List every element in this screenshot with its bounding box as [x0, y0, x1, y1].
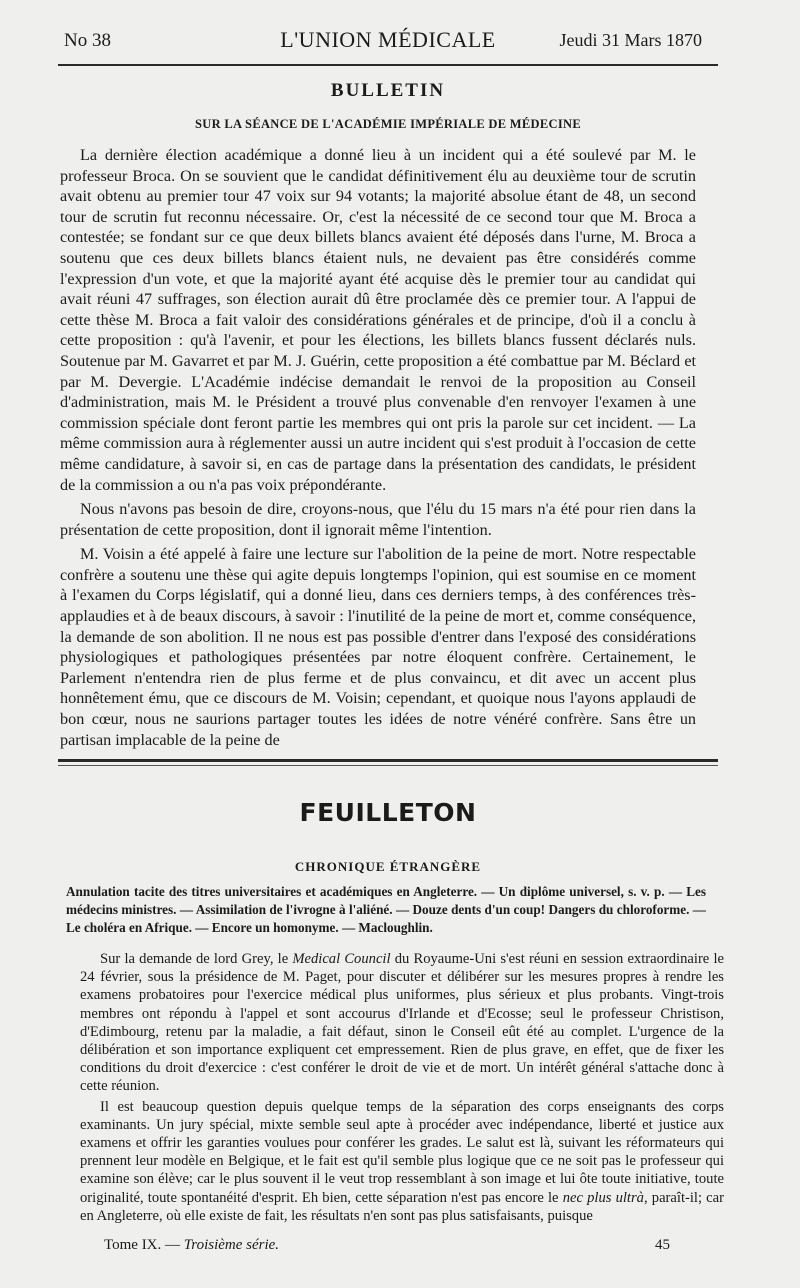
page-footer — [104, 1237, 670, 1261]
feuilleton-separator-thin — [58, 765, 718, 766]
feuilleton-body — [80, 950, 724, 1227]
header-rule — [58, 64, 718, 66]
page-header — [58, 24, 718, 58]
text-run: Sur la demande de lord Grey, le — [100, 951, 293, 967]
bulletin-paragraph: La dernière élection académique a donné lieu à un incident qui a été soulevé par M. le professeur Broca. On se souvient que le candidat définitivement élu au deuxième tour de scrutin avait obtenu au premier tour 47 voix sur 94 votants; la majorité absolue étant de 48, un second tour de scrutin fut reconnu nécessaire. Or, c'est la nécessité de ce second tour que M. Broca a contestée; se fondant sur ce que deux billets blancs avaient été déposés dans l'urne, M. Broca a soutenu que ces deux billets blancs étaient nuls, ne devaient pas être considérés comme l'expression d'un vote, et que la majorité ayant été acquise dès le premier tour au candidat qui avait réuni 47 suffrages, son élection aurait dû être proclamée dès ce premier tour. A l'appui de cette thèse M. Broca a fait valoir des considérations générales et de principe, d'où il a conclu à cette proposition : qu'à l'avenir, et pour les élections, les billets blancs fussent déclarés nuls. Soutenue par M. Gavarret et par M. J. Guérin, cette proposition a été combattue par M. Béclard et par M. Devergie. L'Académie indécise demandait le renvoi de la proposition au Conseil d'administration, mais M. le Président a trouvé plus convenable d'en renvoyer l'examen à une commission spéciale dont feront partie les membres qui ont pris la parole sur cet incident. — La même commission aura à réglementer aussi un autre incident qui s'est produit à l'occasion de cette même candidature, à savoir si, en cas de partage dans la présentation des candidats, le président de la commission a ou n'a pas voix prépondérante. — [60, 146, 696, 494]
emphasis-text: Medical Council — [292, 951, 391, 967]
bulletin-subtitle: SUR LA SÉANCE DE L'ACADÉMIE IMPÉRIALE DE MÉDECINE — [195, 117, 581, 131]
text-run: , paraît-il; car en Angleterre, où elle existe de fait, les résultats n'en sont pas plus satisfaisants, puisque — [80, 1189, 724, 1224]
page-number: 45 — [655, 1237, 670, 1253]
volume-info — [104, 1237, 279, 1254]
emphasis-text: nec plus ultrà — [562, 1189, 644, 1206]
feuilleton-paragraph — [80, 950, 724, 1096]
bulletin-title: BULLETIN — [330, 80, 446, 101]
bulletin-paragraph: Nous n'avons pas besoin de dire, croyons-nous, que l'élu du 15 mars n'a été pour rien dans la présentation de cette proposition, dont il ignorait même l'intention. — [60, 500, 696, 539]
bulletin-body — [60, 145, 696, 754]
volume-label: Tome IX. — — [104, 1237, 184, 1253]
feuilleton-paragraph — [80, 1098, 724, 1225]
bulletin-paragraph: M. Voisin a été appelé à faire une lecture sur l'abolition de la peine de mort. Notre respectable confrère a soutenu une thèse qui agite depuis longtemps l'opinion, qui est soumise en ce moment à l'examen du Corps législatif, qui a donné lieu, dans ces derniers temps, à des conférences très-applaudies et à de beaux discours, à savoir : l'inutilité de la peine de mort et, comme conséquence, la demande de son abolition. Il ne nous est pas possible d'entrer dans l'exposé des considérations physiologiques et pathologiques présentées par notre éloquent confrère. Certainement, le Parlement n'entendra rien de plus ferme et de plus convaincu, et dit avec un accent plus honnêtement ému, que ce discours de M. Voisin; cependant, et quoique nous l'ayons applaudi de bon cœur, nous ne saurions partager toutes les idées de notre vénéré confrère. Sans être un partisan implacable de la peine de — [60, 545, 696, 749]
feuilleton-title: FEUILLETON — [299, 798, 477, 827]
journal-title: L'UNION MÉDICALE — [280, 27, 496, 52]
series-label: Troisième série. — [183, 1237, 280, 1253]
text-run: du Royaume-Uni s'est réuni en session extraordinaire le 24 février, sous la présidence de M. Paget, pour discuter et délibérer sur les mesures propres à rendre les examens probatoires pour l'exercice médical plus uniformes, plus sérieux et plus probants. Vingt-trois membres ont répondu à l'appel et sont accourus d'Irlande et d'Ecosse; seul le professeur Christison, d'Edimbourg, retenu par la maladie, a fait défaut, sinon le Conseil eût été au complet. L'urgence de la délibération et son importance expliquent cet empressement. Rien de plus grave, en effet, que de fixer les conditions du droit d'exercice : c'est conférer le droit de vie et de mort. Un intérêt général s'attache donc à cette réunion. — [80, 951, 724, 1095]
chronicle-title: CHRONIQUE ÉTRANGÈRE — [294, 859, 482, 874]
issue-number: No 38 — [64, 30, 111, 51]
text-run: Il est beaucoup question depuis quelque temps de la séparation des corps enseignants des corps examinants. Un jury spécial, mixte semble seul apte à procéder avec indépendance, liberté et justice aux examens et offrir les garanties voulues pour conférer les grades. Le salut est là, suivant les réformateurs qui prennent leur modèle en Belgique, et le fait est qu'il semble plus logique que ce ne soit pas le professeur qui examine son élève; car le plus souvent il le veut trop ressemblant à son image et lui ôte toute initiative, toute originalité, toute spontanéité d'esprit. Eh bien, cette séparation n'est pas encore le — [80, 1098, 724, 1206]
feuilleton-separator — [58, 759, 718, 762]
issue-date: Jeudi 31 Mars 1870 — [559, 30, 702, 50]
chronicle-summary: Annulation tacite des titres universitaires et académiques en Angleterre. — Un diplôme universel, s. v. p. — Les médecins ministres. — Assimilation de l'ivrogne à l'aliéné. — Douze dents d'un coup! Dangers du chloroforme. — Le choléra en Afrique. — Encore un homonyme. — Macloughlin. — [66, 884, 706, 935]
